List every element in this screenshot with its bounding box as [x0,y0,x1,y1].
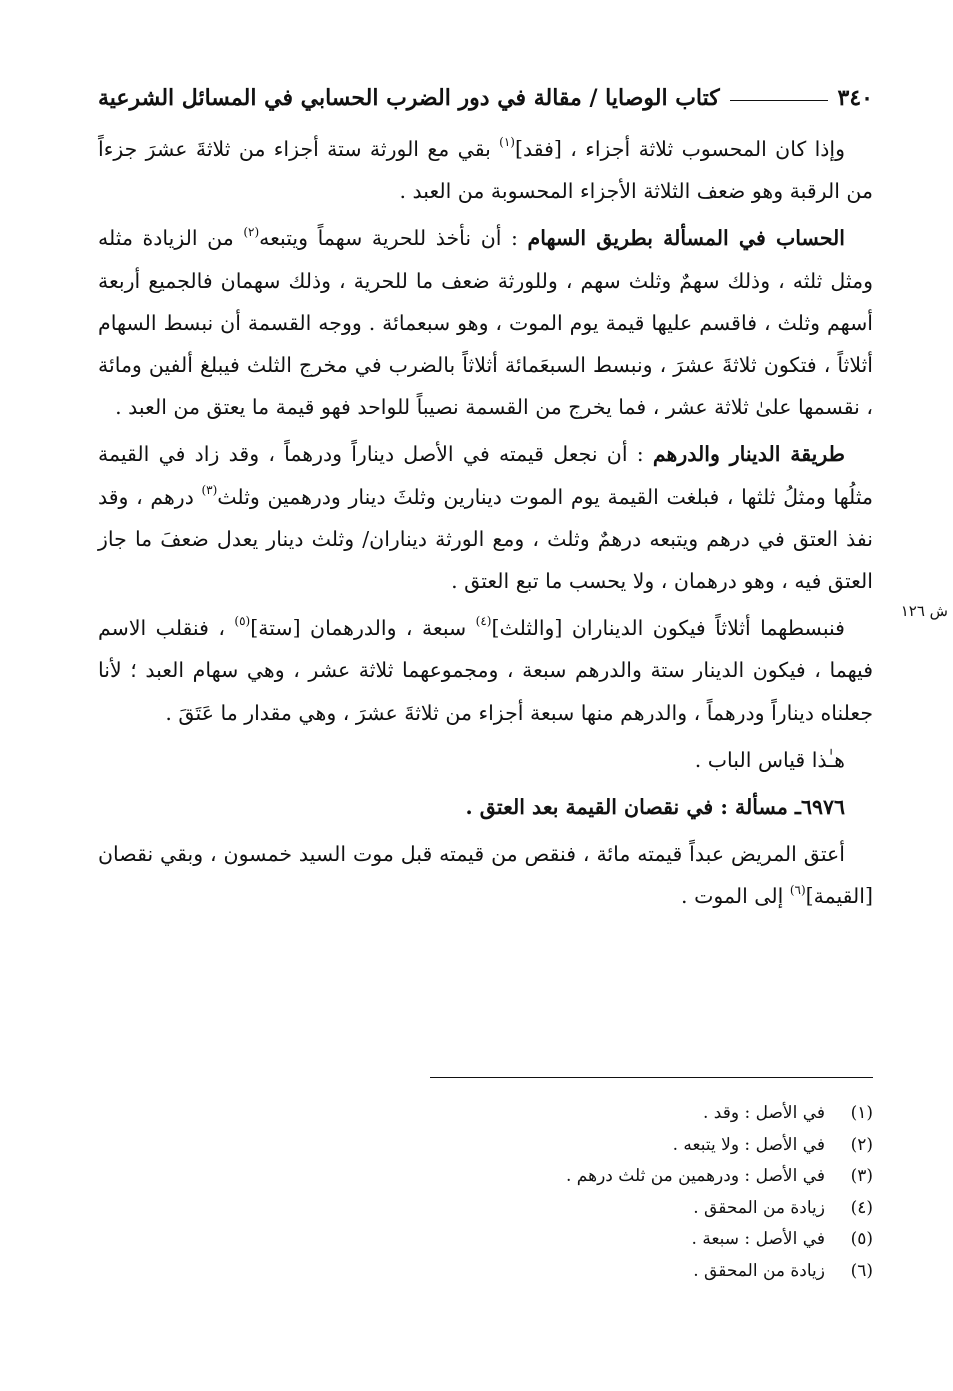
footnote-item [300,1224,873,1256]
paragraph-4 [98,607,873,734]
text-run: سبعة ، والدرهمان [ستة] [250,616,476,641]
footnote-ref-3: (٣) [201,482,218,497]
footnote-item [300,1130,873,1162]
paragraph-2 [98,217,873,428]
paragraph-1 [98,128,873,212]
section-lead: طريقة الدينار والدرهم [652,442,845,467]
issue-heading: ٦٩٧٦ـ مسألة : في نقصان القيمة بعد العتق . [465,795,845,820]
text-run: فنبسطهما أثلاثاً فيكون الديناران [والثلث] [491,616,845,641]
footnote-ref-2: (٢) [243,224,260,239]
footnote-text: في الأصل : ولا يتبعه . [672,1134,825,1155]
text-run: : أن نجعل قيمته في الأصل ديناراً ودرهماً ، وقد زاد في القيمة مثلُها ومثلُ ثلثها ، فبلغت القيمة يوم الموت دينارين وثلثَ دينار ودرهمين وثلث [98,442,874,509]
paragraph-7 [98,833,873,917]
footnote-text: في الأصل : ودرهمين من ثلث درهم . [566,1166,825,1186]
paragraph-5: هـٰذا قياس الباب . [694,747,845,772]
main-text [98,128,873,918]
footnote-text: في الأصل : وقد . [702,1103,825,1123]
footnote-text: في الأصل : سبعة . [691,1229,825,1249]
running-header [98,78,873,118]
footnote-rule [430,1077,873,1078]
footnote-ref-5: (٥) [234,614,251,629]
footnote-item [300,1161,873,1193]
footnote-number: (٢) [850,1134,873,1155]
margin-manuscript-ref: ش ١٢٦ [900,602,948,620]
text-run: : أن نأخذ للحرية سهماً ويتبعه [259,226,528,251]
text-run: ، فنقلب الاسم فيهما ، فيكون الدينار ستة والدرهم سبعة ، ومجموعهما ثلاثة عشر ، وهي سهام العبد ؛ لأنا جعلناه ديناراً ودرهماً ، والدرهم منها سبعة أجزاء من ثلاثةَ عشرَ ، وهي مقدار ما عَتَقَ . [98,616,873,725]
footnote-item [300,1256,873,1288]
footnote-number: (٤) [850,1197,873,1218]
footnote-item [300,1193,873,1225]
text-run: أعتق المريض عبداً قيمته مائة ، فنقص من قيمته قبل موت السيد خمسون ، وبقي نقصان [القيمة] [98,842,873,909]
footnote-number: (٣) [850,1166,873,1186]
footnote-number: (١) [850,1103,873,1123]
footnote-ref-6: (٦) [789,882,806,897]
page-number: ٣٤٠ [837,85,873,111]
section-lead: الحساب في المسألة بطريق السهام [527,226,845,251]
header-title: كتاب الوصايا / مقالة في دور الضرب الحسابي في المسائل الشرعية [98,85,720,111]
text-run: درهم ، وقد نفذ العتق في درهم ويتبعه درهمٌ وثلث ، ومع الورثة ديناران/ وثلث دينار يعدل ضعفَ ما جاز العتق فيه ، وهو درهمان ، ولا يحسب ما تبع العتق . [98,484,873,594]
paragraph-3 [98,433,873,602]
text-run: من الزيادة مثله ومثل ثلثه ، وذلك سهمٌ وثلث سهم ، وللورثة ضعف ما للحرية ، وذلك سهمان فالجميع أربعة أسهم وثلث ، فاقسم عليها قيمة يوم الموت ، وهو سبعمائة . ووجه القسمة أن نبسط السهام أثلاثاً ، فتكون ثلاثةَ عشرَ ، ونبسط السبعَمائة أثلاثاً بالضرب في مخرج الثلث فيبلغ ألفين ومائة ، نقسمها علىٰ ثلاثة عشر ، فما يخرج من القسمة نصيباً للواحد فهو قيمة ما يعتق من العبد . [98,226,873,420]
footnote-text: زيادة من المحقق . [693,1260,825,1281]
footnote-item [300,1098,873,1130]
footnote-ref-4: (٤) [475,614,492,629]
footnote-text: زيادة من المحقق . [693,1197,825,1218]
footnote-number: (٦) [850,1260,873,1281]
footnote-ref-1: (١) [499,135,515,150]
text-run: بقي مع الورثة ستة أجزاء من ثلاثةَ عشرَ جزءاً من الرقبة وهو ضعف الثلاثة الأجزاء المحسوبة من العبد . [98,137,873,204]
text-run: إلى الموت . [681,884,790,909]
header-rule [730,100,828,101]
footnotes [300,1098,873,1287]
text-run: وإذا كان المحسوب ثلاثة أجزاء ، [فقد] [514,137,845,161]
footnote-number: (٥) [850,1229,873,1249]
